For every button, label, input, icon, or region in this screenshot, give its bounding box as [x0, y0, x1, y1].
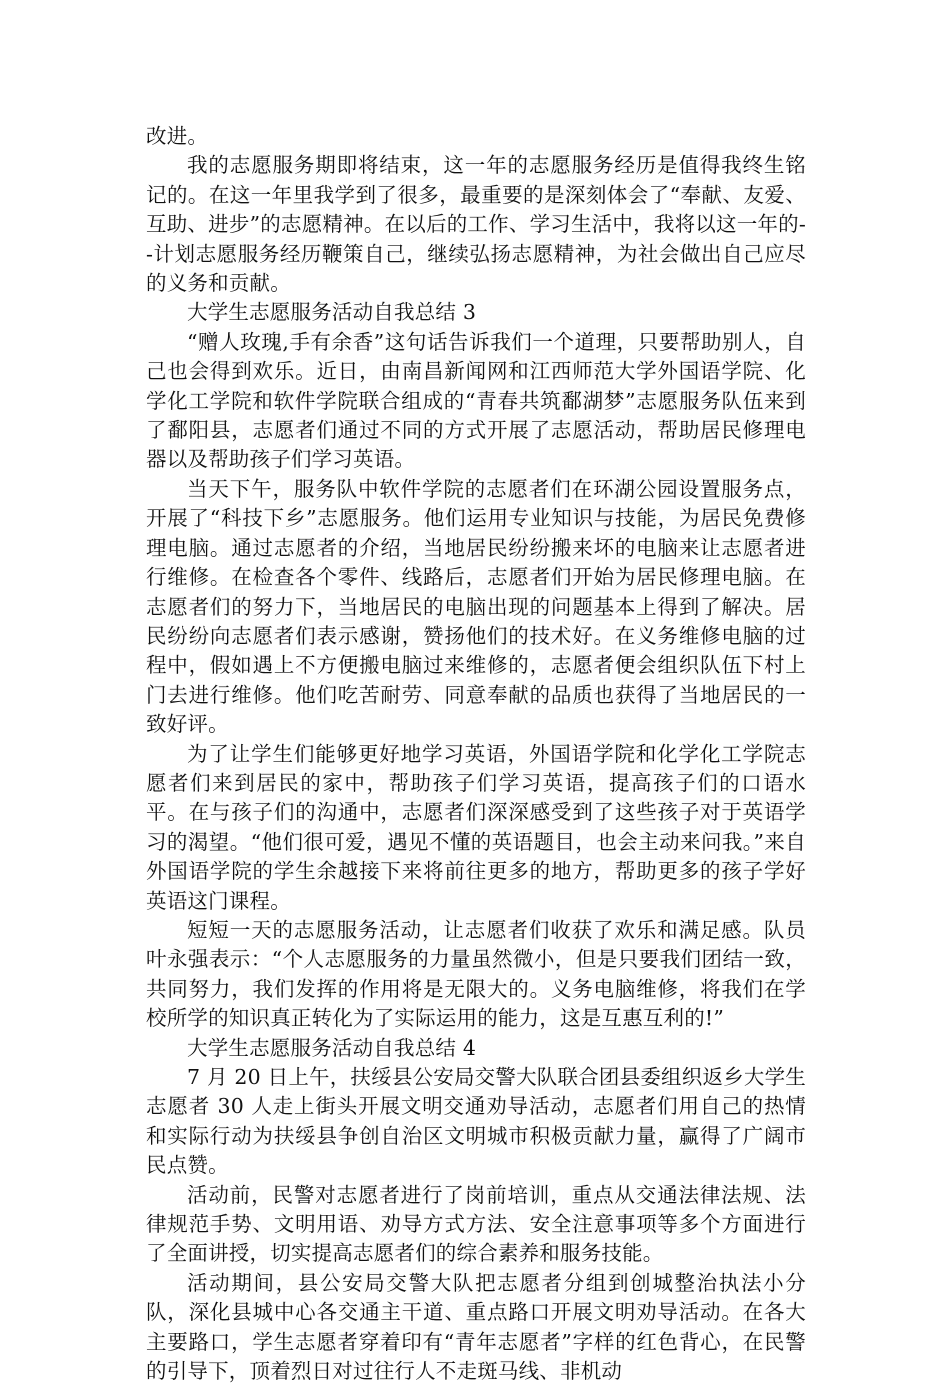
- section-heading-3: 大学生志愿服务活动自我总结 3: [187, 300, 477, 325]
- paragraph-july: 7 月 20 日上午，扶绥县公安局交警大队联合团县委组织返乡大学生志愿者 30 人走上街头开展文明交通劝导活动，志愿者们用自己的热情和实际行动为扶绥县争创自治区文明城市积极贡献力量，赢得了广阔市民点赞。: [146, 1065, 806, 1178]
- paragraph-before: 活动前，民警对志愿者进行了岗前培训，重点从交通法律法规、法律规范手势、文明用语、劝导方式方法、安全注意事项等多个方面进行了全面讲授，切实提高志愿者们的综合素养和服务技能。: [146, 1182, 806, 1266]
- paragraph-afternoon: 当天下午，服务队中软件学院的志愿者们在环湖公园设置服务点，开展了“科技下乡”志愿服务。他们运用专业知识与技能，为居民免费修理电脑。通过志愿者的介绍，当地居民纷纷搬来坏的电脑来让志愿者进行维修。在检查各个零件、线路后，志愿者们开始为居民修理电脑。在志愿者们的努力下，当地居民的电脑出现的问题基本上得到了解决。居民纷纷向志愿者们表示感谢，赞扬他们的技术好。在义务维修电脑的过程中，假如遇上不方便搬电脑过来维修的，志愿者便会组织队伍下村上门去进行维修。他们吃苦耐劳、同意奉献的品质也获得了当地居民的一致好评。: [146, 476, 806, 737]
- paragraph-rose: “赠人玫瑰,手有余香”这句话告诉我们一个道理，只要帮助别人，自己也会得到欢乐。近日，由南昌新闻网和江西师范大学外国语学院、化学化工学院和软件学院联合组成的“青春共筑鄱湖梦”志愿服务队伍来到了鄱阳县，志愿者们通过不同的方式开展了志愿活动，帮助居民修理电器以及帮助孩子们学习英语。: [146, 329, 806, 472]
- section-heading-4: 大学生志愿服务活动自我总结 4: [187, 1035, 477, 1060]
- paragraph-oneday: 短短一天的志愿服务活动，让志愿者们收获了欢乐和满足感。队员叶永强表示：“个人志愿服务的力量虽然微小，但是只要我们团结一致，共同努力，我们发挥的作用将是无限大的。义务电脑维修，将我们在学校所学的知识真正转化为了实际运用的能力，这是互惠互利的!”: [146, 917, 806, 1031]
- paragraph-improve: 改进。: [146, 124, 209, 148]
- paragraph-english: 为了让学生们能够更好地学习英语，外国语学院和化学化工学院志愿者们来到居民的家中，帮助孩子们学习英语，提高孩子们的口语水平。在与孩子们的沟通中，志愿者们深深感受到了这些孩子对于英语学习的渴望。“他们很可爱，遇见不懂的英语题目，也会主动来问我。”来自外国语学院的学生余越接下来将前往更多的地方，帮助更多的孩子学好英语这门课程。: [146, 741, 806, 913]
- document-page: [146, 122, 806, 1386]
- paragraph-ending: 我的志愿服务期即将结束，这一年的志愿服务经历是值得我终生铭记的。在这一年里我学到了很多，最重要的是深刻体会了“奉献、友爱、互助、进步”的志愿精神。在以后的工作、学习生活中，我将以这一年的--计划志愿服务经历鞭策自己，继续弘扬志愿精神，为社会做出自己应尽的义务和贡献。: [146, 153, 806, 296]
- paragraph-during: 活动期间，县公安局交警大队把志愿者分组到创城整治执法小分队，深化县城中心各交通主干道、重点路口开展文明劝导活动。在各大主要路口，学生志愿者穿着印有“青年志愿者”字样的红色背心，在民警的引导下，顶着烈日对过往行人不走斑马线、非机动: [146, 1270, 806, 1384]
